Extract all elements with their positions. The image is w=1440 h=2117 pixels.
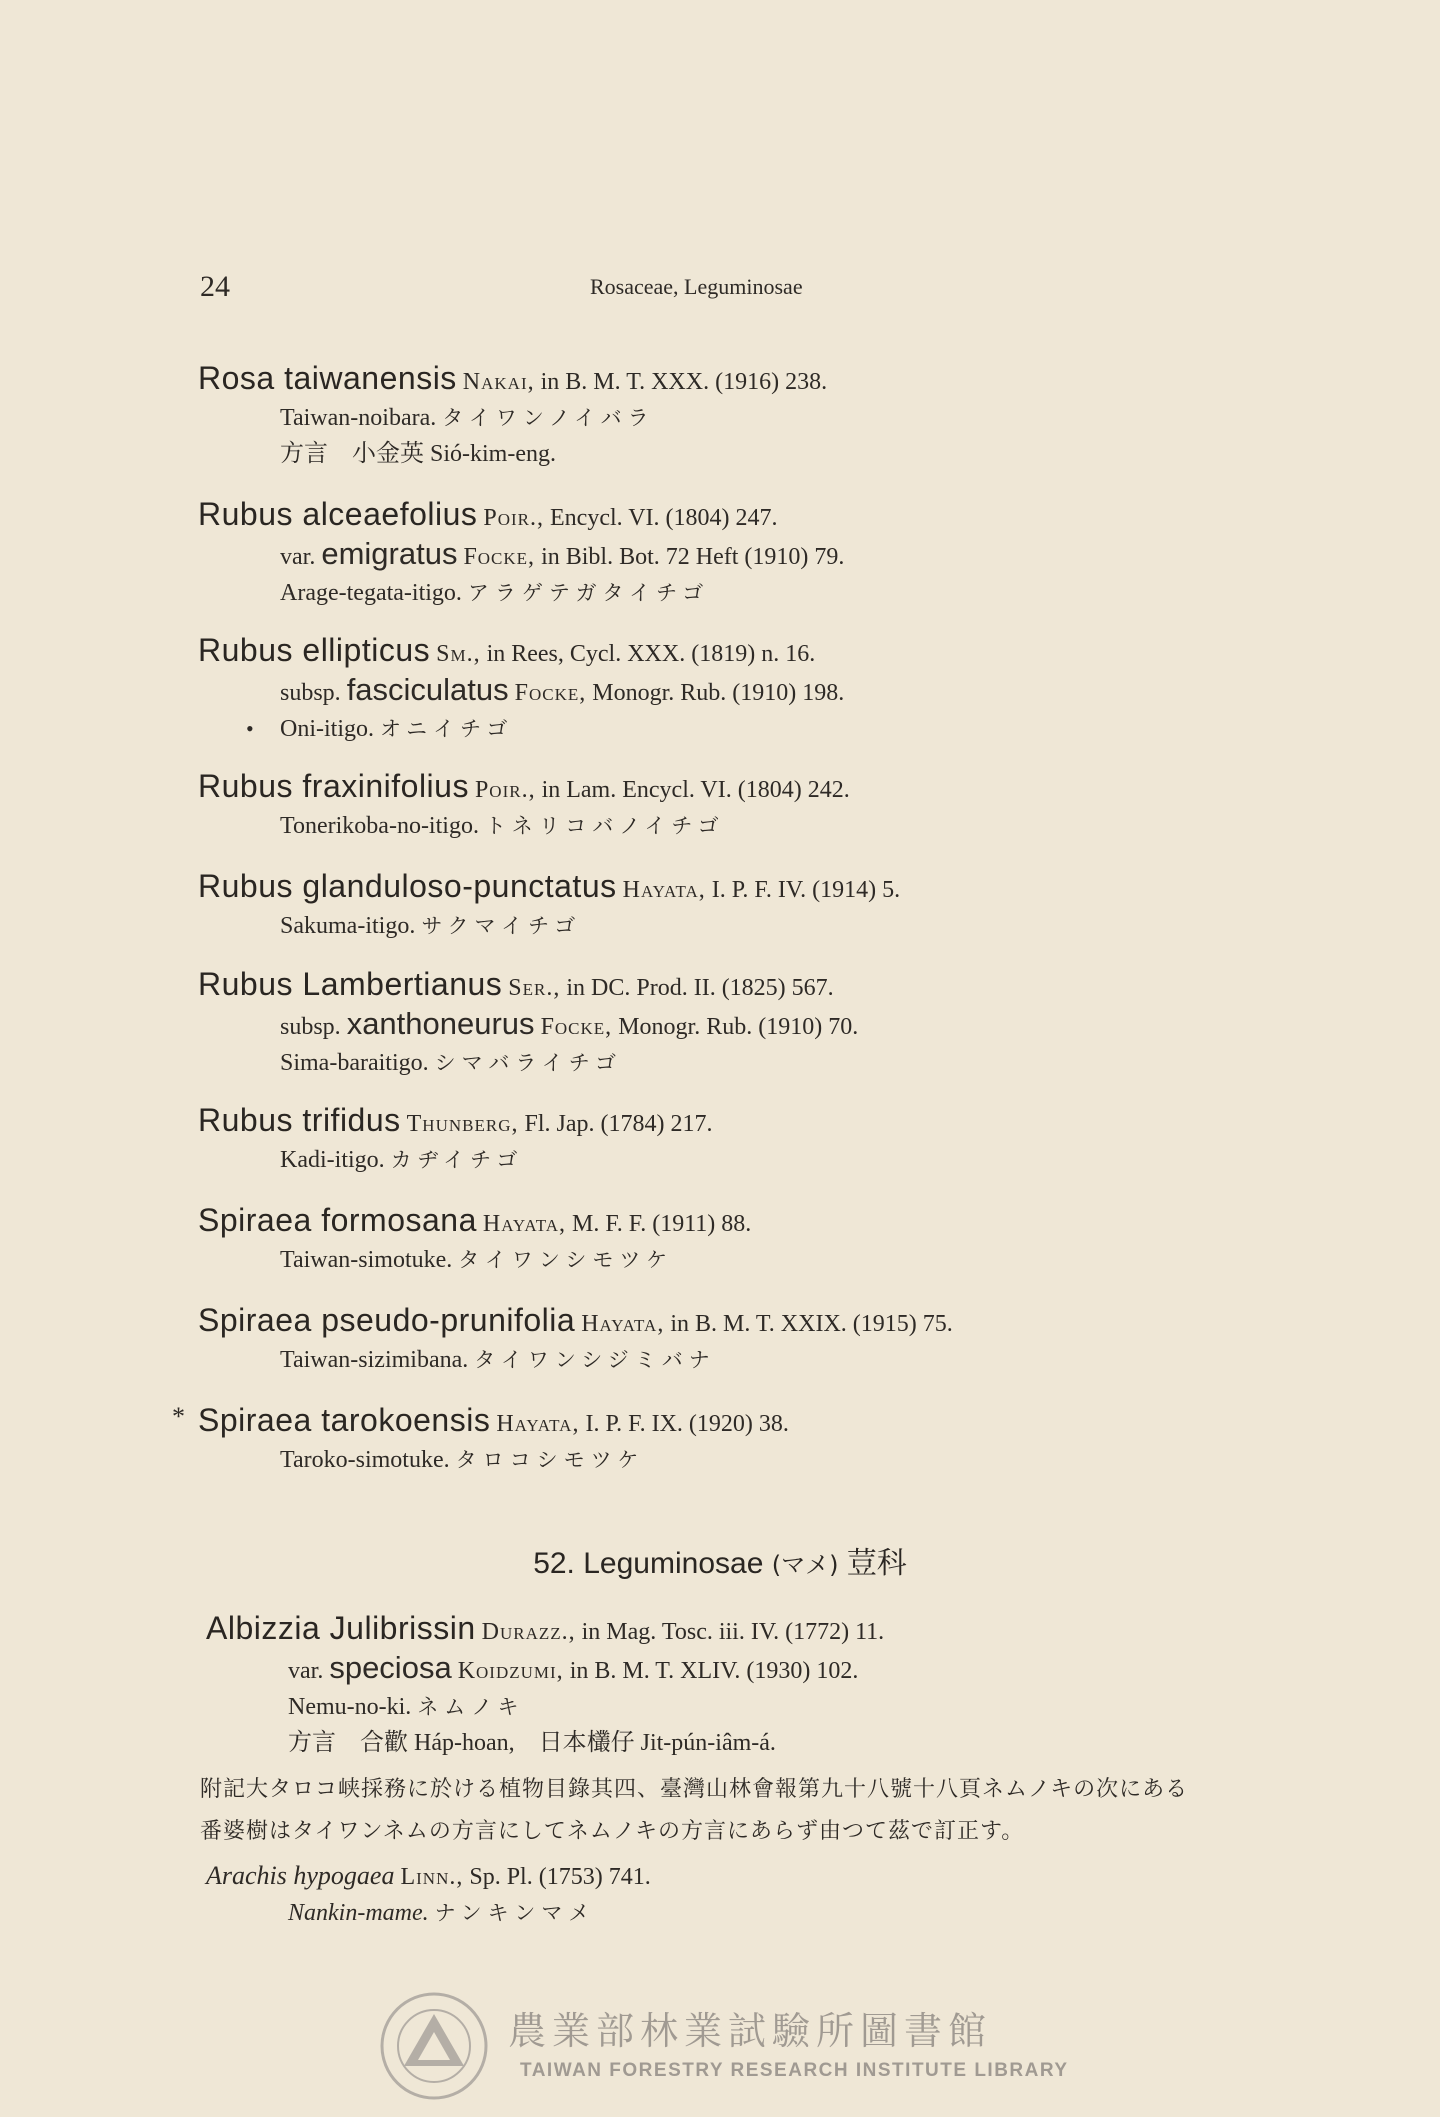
author: Hayata, — [496, 1411, 580, 1437]
kana-name: タロコシモツケ — [455, 1448, 645, 1472]
section-kana: (マメ) — [771, 1551, 839, 1579]
author: Thunberg, — [406, 1111, 519, 1137]
author: Ser., — [508, 975, 561, 1001]
species-name: Rubus fraxinifolius — [198, 768, 469, 804]
author: Focke, — [463, 544, 536, 570]
vernacular-name: Taroko-simotuke. — [280, 1447, 450, 1473]
running-head: Rosaceae, Leguminosae — [590, 274, 803, 299]
library-name-en: TAIWAN FORESTRY RESEARCH INSTITUTE LIBRARY — [520, 2060, 1069, 2081]
species-name: Albizzia Julibrissin — [206, 1610, 476, 1646]
note-paragraph — [200, 1768, 1240, 1852]
author: Focke, — [514, 680, 587, 706]
rank: subsp. — [280, 1014, 341, 1040]
species-entry — [198, 632, 1298, 747]
citation: in DC. Prod. II. (1825) 567. — [560, 975, 834, 1001]
species-entry — [206, 1610, 1306, 1761]
bullet-mark: • — [246, 716, 254, 741]
vernacular-name: Kadi-itigo. — [280, 1147, 385, 1173]
section-name: Leguminosae — [583, 1547, 764, 1580]
species-entry — [206, 1858, 1306, 1931]
author: Koidzumi, — [457, 1658, 564, 1684]
kana-name: オニイチゴ — [380, 717, 514, 741]
author: Sm., — [436, 641, 481, 667]
species-name: Rubus Lambertianus — [198, 966, 503, 1002]
citation: in B. M. T. XXIX. (1915) 75. — [664, 1311, 953, 1337]
kana-name: タイワンシジミバナ — [474, 1348, 716, 1372]
citation: in Lam. Encycl. VI. (1804) 242. — [535, 777, 850, 803]
author: Linn., — [400, 1864, 464, 1890]
author: Poir., — [483, 505, 545, 531]
citation: in Rees, Cycl. XXX. (1819) n. 16. — [480, 641, 816, 667]
infraspecific-name: emigratus — [321, 536, 458, 571]
dialect-name: 方言 小金英 Sió-kim-eng. — [280, 441, 556, 467]
library-name-jp: 農業部林業試驗所圖書館 — [508, 2009, 993, 2053]
species-entry — [198, 1102, 1298, 1178]
species-name: Arachis hypogaea — [206, 1861, 395, 1890]
infraspecific-name: fasciculatus — [346, 672, 509, 707]
page-number: 24 — [200, 270, 230, 303]
rank: var. — [280, 544, 316, 570]
species-entry — [198, 496, 1298, 611]
section-kanji: 荳科 — [846, 1547, 907, 1580]
citation: Sp. Pl. (1753) 741. — [463, 1864, 651, 1890]
species-entry — [198, 1302, 1298, 1378]
citation: I. P. F. IX. (1920) 38. — [579, 1411, 789, 1437]
citation: in Mag. Tosc. iii. IV. (1772) 11. — [575, 1619, 885, 1645]
citation: in B. M. T. XLIV. (1930) 102. — [563, 1658, 859, 1684]
kana-name: タイワンシモツケ — [458, 1248, 674, 1272]
species-name: Rubus trifidus — [198, 1102, 401, 1138]
citation: Monogr. Rub. (1910) 198. — [586, 680, 845, 706]
species-entry — [198, 1202, 1298, 1278]
kana-name: カヂイチゴ — [390, 1148, 524, 1172]
vernacular-name: Tonerikoba-no-itigo. — [280, 813, 479, 839]
note-line: 附記大タロコ峡採務に於ける植物目錄其四、臺灣山林會報第九十八號十八頁ネムノキの次にある — [200, 1776, 1189, 1801]
citation: Monogr. Rub. (1910) 70. — [612, 1014, 859, 1040]
rank: var. — [288, 1658, 324, 1684]
author: Nakai, — [462, 369, 535, 395]
species-name: Rubus ellipticus — [198, 632, 431, 668]
author: Hayata, — [622, 877, 706, 903]
vernacular-name: Arage-tegata-itigo. — [280, 580, 462, 606]
page-header — [200, 270, 1240, 310]
author: Hayata, — [482, 1211, 567, 1237]
vernacular-name: Nankin-mame. — [288, 1900, 429, 1926]
species-name: Rubus glanduloso-punctatus — [198, 868, 617, 904]
vernacular-name: Sima-baraitigo. — [280, 1050, 429, 1076]
author: Poir., — [474, 777, 536, 803]
asterisk-mark: * — [172, 1402, 185, 1431]
citation: Encycl. VI. (1804) 247. — [544, 505, 778, 531]
citation: in B. M. T. XXX. (1916) 238. — [534, 369, 828, 395]
species-name: Spiraea tarokoensis — [198, 1402, 491, 1438]
kana-name: ナンキンマメ — [434, 1901, 596, 1925]
kana-name: サクマイチゴ — [421, 914, 582, 938]
kana-name: トネリコバノイチゴ — [484, 814, 725, 838]
citation: I. P. F. IV. (1914) 5. — [705, 877, 901, 903]
section-number: 52. — [533, 1547, 575, 1580]
note-line: 番婆樹はタイワンネムの方言にしてネムノキの方言にあらず由つて茲で訂正す。 — [200, 1818, 1025, 1843]
kana-name: ネムノキ — [417, 1695, 525, 1719]
species-name: Rubus alceaefolius — [198, 496, 478, 532]
section-heading — [0, 1538, 1440, 1582]
infraspecific-name: xanthoneurus — [346, 1006, 535, 1041]
species-name: Rosa taiwanensis — [198, 360, 457, 396]
vernacular-name: Sakuma-itigo. — [280, 913, 416, 939]
citation: M. F. F. (1911) 88. — [566, 1211, 752, 1237]
kana-name: シマバライチゴ — [434, 1051, 622, 1075]
kana-name: タイワンノイバラ — [442, 406, 655, 430]
species-entry — [198, 868, 1298, 944]
citation: in Bibl. Bot. 72 Heft (1910) 79. — [535, 544, 845, 570]
vernacular-name: Oni-itigo. — [280, 716, 374, 742]
author: Durazz., — [481, 1619, 576, 1645]
library-seal-icon — [378, 1990, 490, 2102]
kana-name: アラゲテガタイチゴ — [467, 581, 710, 605]
library-watermark — [378, 1990, 1078, 2110]
species-name: Spiraea formosana — [198, 1202, 477, 1238]
species-entry — [172, 1402, 1298, 1478]
species-entry — [198, 360, 1298, 472]
vernacular-name: Taiwan-noibara. — [280, 405, 437, 431]
rank: subsp. — [280, 680, 341, 706]
citation: Fl. Jap. (1784) 217. — [518, 1111, 713, 1137]
vernacular-name: Taiwan-sizimibana. — [280, 1347, 469, 1373]
species-entry — [198, 768, 1298, 844]
author: Focke, — [540, 1014, 613, 1040]
infraspecific-name: speciosa — [329, 1650, 452, 1685]
vernacular-name: Nemu-no-ki. — [288, 1694, 412, 1720]
author: Hayata, — [581, 1311, 665, 1337]
species-name: Spiraea pseudo-prunifolia — [198, 1302, 576, 1338]
species-entry — [198, 966, 1298, 1081]
dialect-name: 方言 合歡 Háp-hoan, 日本欉仔 Jit-pún-iâm-á. — [288, 1730, 776, 1756]
vernacular-name: Taiwan-simotuke. — [280, 1247, 453, 1273]
